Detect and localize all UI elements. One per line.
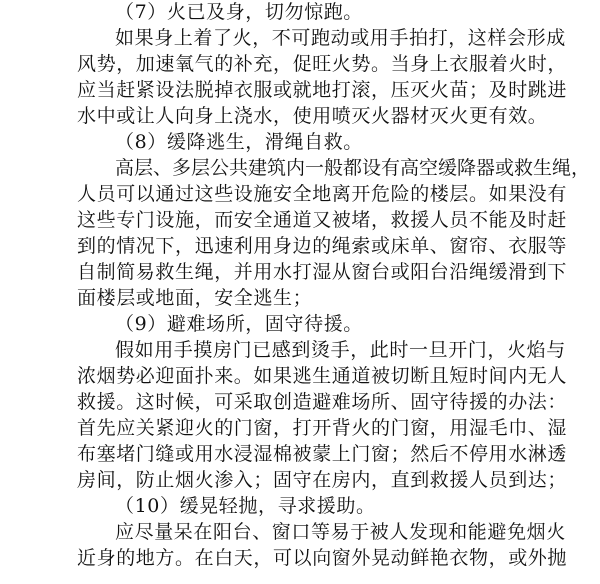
- paragraph-line: 救援。这时候，可采取创造避难场所、固守待援的办法：: [77, 391, 568, 413]
- paragraph-line: 高层、多层公共建筑内一般都设有高空缓降器或救生绳，: [115, 157, 591, 179]
- heading-7: （7）火已及身，切勿惊跑。: [115, 1, 363, 23]
- paragraph-line: 如果身上着了火，不可跑动或用手拍打，这样会形成: [115, 27, 566, 49]
- paragraph-line: 应尽量呆在阳台、窗口等易于被人发现和能避免烟火: [115, 521, 566, 543]
- paragraph-line: 布塞堵门缝或用水浸湿棉被蒙上门窗；然后不停用水淋透: [77, 443, 568, 465]
- paragraph-line: 到的情况下，迅速利用身边的绳索或床单、窗帘、衣服等: [77, 235, 568, 257]
- heading-10: （10）缓晃轻抛，寻求援助。: [115, 495, 376, 517]
- paragraph-line: 自制简易救生绳，并用水打湿从窗台或阳台沿绳缓滑到下: [77, 261, 568, 283]
- heading-9: （9）避难场所，固守待援。: [115, 313, 363, 335]
- heading-8: （8）缓降逃生，滑绳自救。: [115, 131, 363, 153]
- paragraph-line: 水中或让人向身上浇水，使用喷灭火器材灭火更有效。: [77, 105, 548, 127]
- paragraph-line: 首先应关紧迎火的门窗，打开背火的门窗，用湿毛巾、湿: [77, 417, 568, 439]
- paragraph-line: 近身的地方。在白天，可以向窗外晃动鲜艳衣物，或外抛: [77, 547, 568, 569]
- paragraph-line: 浓烟势必迎面扑来。如果逃生通道被切断且短时间内无人: [77, 365, 568, 387]
- paragraph-line: 应当赶紧设法脱掉衣服或就地打滚，压灭火苗；及时跳进: [77, 79, 568, 101]
- paragraph-line: 假如用手摸房门已感到烫手，此时一旦开门，火焰与: [115, 339, 566, 361]
- paragraph-line: 这些专门设施，而安全通道又被堵，救援人员不能及时赶: [77, 209, 568, 231]
- paragraph-line: 房间，防止烟火渗入；固守在房内，直到救援人员到达；: [77, 469, 568, 491]
- paragraph-line: 风势，加速氧气的补充，促旺火势。当身上衣服着火时，: [77, 53, 568, 75]
- paragraph-line: 人员可以通过这些设施安全地离开危险的楼层。如果没有: [77, 183, 568, 205]
- paragraph-line: 面楼层或地面，安全逃生；: [77, 287, 313, 309]
